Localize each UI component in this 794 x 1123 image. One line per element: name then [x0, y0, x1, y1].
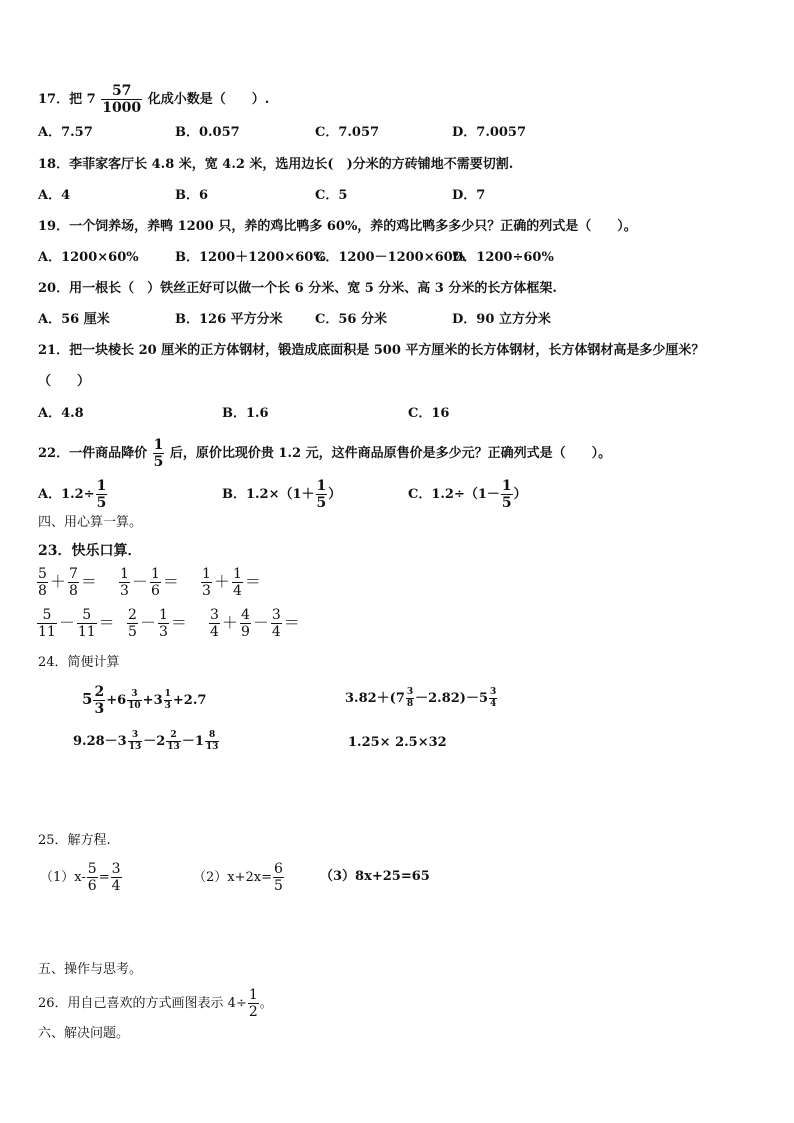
q23-item-2: $\frac{1}{3}$ － $\frac{1}{6}$ ＝	[120, 566, 179, 599]
fraction: $\frac{1}{5}$	[501, 478, 512, 511]
q25-equation-1: （1）x- $\frac{5}{6}$ = $\frac{3}{4}$	[40, 861, 121, 894]
q17-option-b[interactable]: B．0.057	[175, 125, 240, 140]
q22-stem: 22．一件商品降价 $\frac{1}{5}$ 后，原价比现价贵 1.2 元，这件商品原售价是多少元？正确列式是（ ）。	[38, 437, 612, 470]
q24-expr-1: 5 $\frac{2}{3}$ +6 $\frac{3}{10}$ +3 $\frac{1}{3}$ +2.7	[82, 684, 207, 717]
q22-option-b[interactable]: B．1.2×（1＋ $\frac{1}{5}$ ）	[222, 478, 342, 511]
q19-stem: 19．一个饲养场，养鸭 1200 只，养的鸡比鸭多 60%，养的鸡比鸭多多少只？正确的列式是（ ）。	[38, 219, 637, 234]
fraction: $\frac{1}{5}$	[153, 437, 164, 470]
q23-item-1: $\frac{5}{8}$ ＋ $\frac{7}{8}$ ＝	[38, 566, 97, 599]
q24-expr-2: 3.82＋(7 $\frac{3}{8}$ －2.82)－5 $\frac{3}{4}$	[345, 687, 497, 709]
q26-stem: 26．用自己喜欢的方式画图表示 4÷ $\frac{1}{2}$ 。	[38, 987, 273, 1020]
q18-option-c[interactable]: C．5	[315, 188, 348, 203]
fraction: $\frac{57}{1000}$	[102, 83, 142, 116]
q23-item-5: $\frac{2}{5}$ － $\frac{1}{3}$ ＝	[128, 607, 187, 640]
q21-stem: 21．把一块棱长 20 厘米的正方体钢材，锻造成底面积是 500 平方厘米的长方体钢材，长方体钢材高是多少厘米？	[38, 343, 705, 358]
q20-stem: 20．用一根长（ ）铁丝正好可以做一个长 6 分米、宽 5 分米、高 3 分米的长方体框架.	[38, 281, 557, 296]
q23-item-6: $\frac{3}{4}$ ＋ $\frac{4}{9}$ － $\frac{3}{4}$ ＝	[210, 607, 300, 640]
q17-option-d[interactable]: D．7.0057	[452, 125, 527, 140]
q18-stem: 18．李菲家客厅长 4.8 米，宽 4.2 米，选用边长( )分米的方砖铺地不需要切割.	[38, 157, 514, 172]
q17-option-c[interactable]: C．7.057	[315, 125, 380, 140]
q25-equation-3: （3）8x+25=65	[320, 869, 430, 884]
q25-equation-2: （2）x+2x= $\frac{6}{5}$	[193, 861, 283, 894]
q19-option-b[interactable]: B．1200＋1200×60%	[175, 250, 326, 265]
section-6-heading: 六、解决问题。	[38, 1026, 130, 1041]
fraction: $\frac{1}{2}$	[248, 987, 258, 1020]
q23-item-3: $\frac{1}{3}$ ＋ $\frac{1}{4}$ ＝	[202, 566, 261, 599]
q21-answer-blank[interactable]: （ ）	[38, 374, 91, 389]
q19-option-d[interactable]: D．1200÷60%	[452, 250, 554, 265]
fraction: $\frac{1}{5}$	[316, 478, 327, 511]
q21-option-a[interactable]: A．4.8	[38, 406, 84, 421]
q18-option-b[interactable]: B．6	[175, 188, 209, 203]
q24-expr-4: 1.25× 2.5×32	[348, 735, 447, 750]
q20-option-d[interactable]: D．90 立方分米	[452, 312, 551, 327]
q20-option-c[interactable]: C．56 分米	[315, 312, 387, 327]
q20-option-b[interactable]: B．126 平方分米	[175, 312, 283, 327]
q23-item-4: $\frac{5}{11}$ － $\frac{5}{11}$ ＝	[38, 607, 115, 640]
q20-option-a[interactable]: A．56 厘米	[38, 312, 110, 327]
q19-option-a[interactable]: A．1200×60%	[38, 250, 139, 265]
fraction: $\frac{1}{5}$	[96, 478, 107, 511]
q24-expr-3: 9.28－3 $\frac{3}{13}$ －2 $\frac{2}{13}$ －1 $\frac{8}{13}$	[73, 730, 219, 752]
q18-option-d[interactable]: D．7	[452, 188, 486, 203]
q21-option-c[interactable]: C．16	[408, 406, 450, 421]
q17-stem: 17．把 7 $\frac{57}{1000}$ 化成小数是（ ）.	[38, 83, 270, 116]
q23-title: 23．快乐口算．	[38, 543, 142, 559]
q18-option-a[interactable]: A．4	[38, 188, 71, 203]
q25-title: 25．解方程.	[38, 833, 111, 848]
q22-option-a[interactable]: A．1.2÷ $\frac{1}{5}$	[38, 478, 107, 511]
q22-option-c[interactable]: C．1.2÷（1－ $\frac{1}{5}$ ）	[408, 478, 527, 511]
section-5-heading: 五、操作与思考。	[38, 962, 143, 977]
section-4-heading: 四、用心算一算。	[38, 515, 143, 530]
q24-title: 24．简便计算	[38, 655, 120, 670]
q21-option-b[interactable]: B．1.6	[222, 406, 269, 421]
q17-option-a[interactable]: A．7.57	[38, 125, 93, 140]
q19-option-c[interactable]: C．1200－1200×60%	[315, 250, 466, 265]
